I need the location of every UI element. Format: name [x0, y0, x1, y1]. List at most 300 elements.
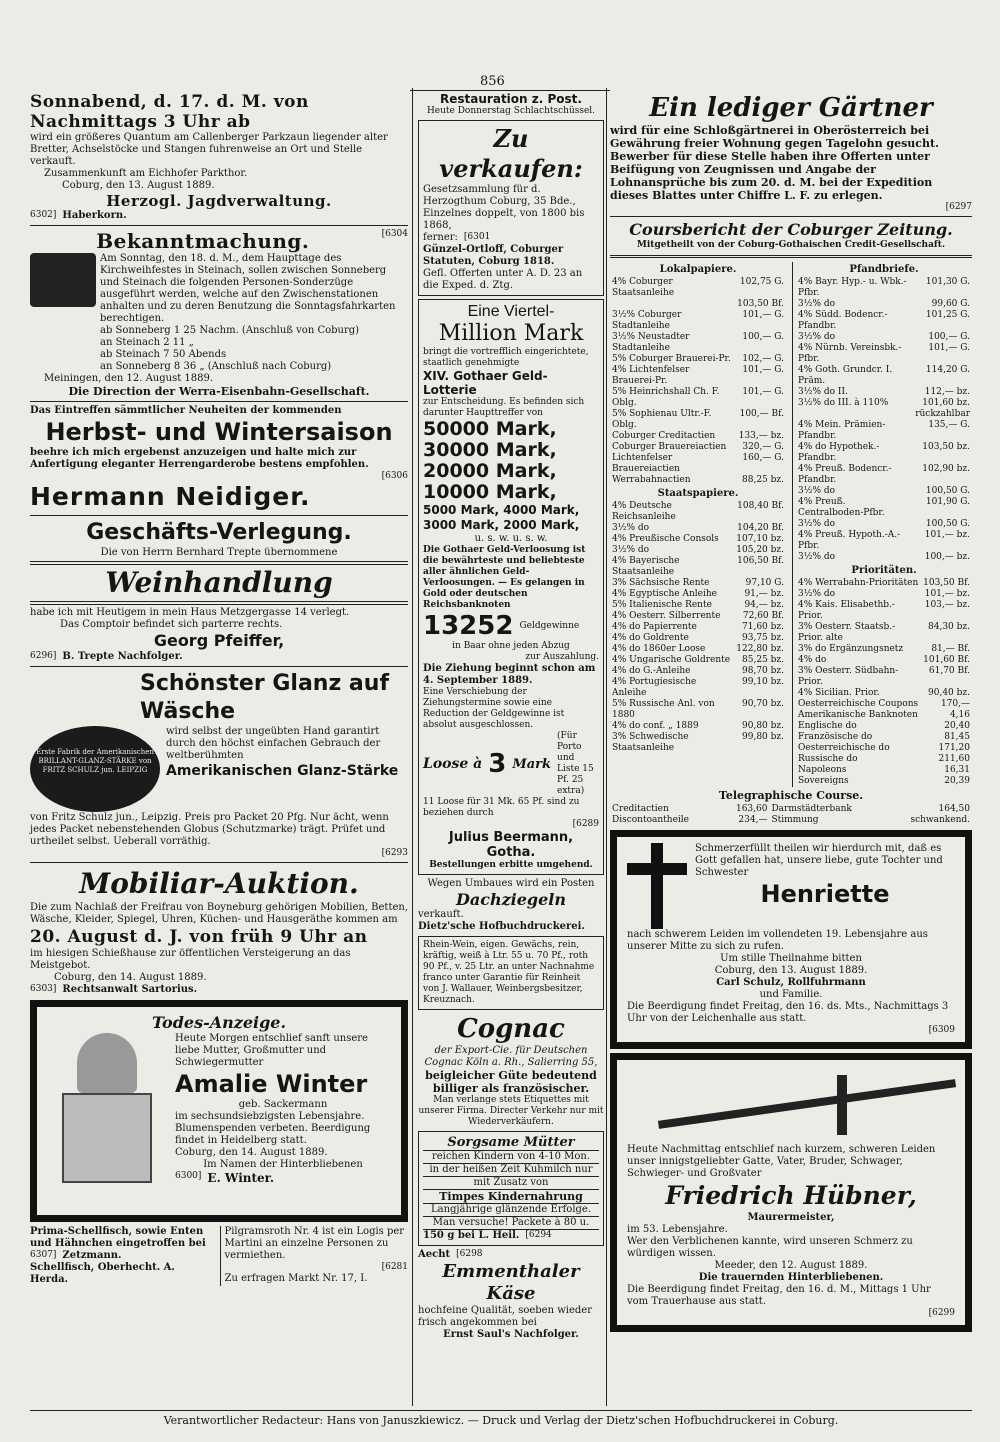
ad-cheese [418, 1249, 604, 1341]
prize: u. s. w. u. s. w. [474, 533, 548, 544]
title: Maurermeister, [747, 1212, 835, 1223]
price-cell: 101,— bz. [924, 589, 970, 599]
telegraph-table [610, 804, 972, 826]
security-cell: 5% Sophienau Ultr.-F. Oblg. [612, 409, 712, 430]
table-row [796, 622, 972, 644]
ad-baby-food [418, 1131, 604, 1246]
ad-wine-shop [30, 519, 408, 663]
table-row [610, 804, 972, 815]
ad-cognac [418, 1013, 604, 1128]
title: Sorgsame Mütter [447, 1135, 575, 1150]
security-cell: 5% Coburger Brauerei-Pr. [612, 354, 731, 364]
security-cell: 4% Lichtenfelser Brauerei-Pr. [612, 365, 690, 386]
security-cell: 4% Werrabahn-Prioritäten [798, 578, 919, 588]
price-cell: 20,40 [944, 721, 970, 731]
body: Günzel-Ortloff, Coburger Statuten, Coburg 1818. [423, 244, 564, 267]
divider [30, 401, 408, 402]
body: Gefl. Offerten unter A. D. 23 an die Exped. d. Ztg. [423, 268, 583, 291]
security-cell: Englische do [798, 721, 857, 731]
body: beehre ich mich ergebenst anzuzeigen und halte mich zur Anfertigung eleganter Herrengarderobe bestens empfohlen. [30, 447, 369, 470]
headline: Herbst- und Wintersaison [45, 418, 393, 446]
table-row [610, 721, 786, 732]
table-row [796, 600, 972, 622]
signature: Dietz'sche Hofbuchdruckerei. [418, 921, 585, 932]
table-row [796, 666, 972, 688]
cross-icon [627, 843, 687, 929]
body: 11 Loose für 31 Mk. 65 Pf. sind zu beziehen durch [423, 797, 580, 818]
security-cell: 4% do conf. „ 1889 [612, 721, 699, 731]
column-rule [606, 88, 607, 1406]
price-cell: 88,25 bz. [742, 475, 784, 485]
security-cell: Coburger Creditactien [612, 431, 716, 441]
table-row [796, 578, 972, 589]
security-cell: 4% Ungarische Goldrente [612, 655, 731, 665]
security-cell: 3½% do III. à 110% [798, 398, 889, 408]
table-row [796, 343, 972, 365]
price-cell: 171,20 [938, 743, 970, 753]
signature: Rechtsanwalt Sartorius. [62, 984, 198, 995]
table-row [610, 277, 786, 299]
table-row [610, 534, 786, 545]
price-cell: 85,25 bz. [742, 655, 784, 665]
security-cell: 3½% do II. [798, 387, 848, 397]
body: der Export-Cie. für Deutschen Cognac Köln a. Rh., Salierring 55, [424, 1045, 598, 1068]
body: zur Auszahlung. [525, 652, 599, 662]
obituary-winter [30, 1000, 408, 1222]
body: im sechsundsiebzigsten Lebensjahre. Blumenspenden verbeten. Beerdigung findet in Heidelberg statt. [175, 1111, 371, 1146]
table-row [610, 556, 786, 578]
body: Die Gothaer Geld-Verloosung ist die bewährteste und beliebteste aller ähnlichen Geld-Verloosungen. — Es gelangen in Gold oder deutschen Reichsbanknoten [423, 545, 586, 610]
price-cell: 103,50 Bf. [737, 299, 784, 309]
table-row [610, 815, 972, 826]
price-cell: 103,50 bz. [922, 442, 970, 452]
security-cell: 3% do Ergänzungsnetz [798, 644, 904, 654]
security-cell: 4% do [798, 655, 827, 665]
table-row [610, 310, 786, 332]
price-cell: 71,60 bz. [742, 622, 784, 632]
ref: [6304 [381, 229, 408, 239]
table-row [796, 365, 972, 387]
price-cell: 101,25 G. [925, 310, 970, 320]
table-row [796, 464, 972, 486]
price-cell: 163,60 [735, 804, 768, 814]
train-line: an Sonneberg 8 36 „ (Anschluß nach Coburg) [100, 361, 332, 372]
prize: 50000 Mark, [423, 418, 557, 440]
body: Das Comptoir befindet sich parterre rechts. [60, 619, 283, 630]
train-line: ab Sonneberg 1 25 Nachm. (Anschluß von Coburg) [100, 325, 360, 336]
table-row [796, 721, 972, 732]
price-cell: 101,— bz. [924, 530, 970, 540]
price-cell: 101,— G. [742, 310, 784, 320]
divider [610, 255, 972, 258]
draw-date: Die Ziehung beginnt schon am 4. September 1889. [423, 663, 596, 686]
body: habe ich mit Heutigem in mein Haus Metzgergasse 14 verlegt. [30, 607, 350, 618]
table-row [796, 710, 972, 721]
body: zur Entscheidung. Es befinden sich darunter Haupttreffer von [423, 397, 585, 418]
signature: Haberkorn. [62, 210, 127, 221]
price-cell: 61,70 Bf. [928, 666, 970, 676]
security-cell: Oesterreichische Coupons [798, 699, 919, 709]
security-cell: 3% Oesterr. Südbahn-Prior. [798, 666, 899, 687]
ref: [6281 [381, 1262, 408, 1272]
security-cell: 4% Sicilian. Prior. [798, 688, 880, 698]
price-cell: 101,30 G. [925, 277, 970, 287]
line: 150 g bei L. Heil. [423, 1230, 520, 1241]
price-cell: 164,50 [938, 804, 970, 814]
table-row [610, 732, 786, 754]
table-row [610, 409, 786, 431]
security-cell [796, 409, 913, 420]
price-cell: 90,70 bz. [742, 699, 784, 709]
local-table [610, 277, 786, 486]
ref: 6307] [30, 1250, 57, 1260]
security-cell: 5% Italienische Rente [612, 600, 712, 610]
headline: Emmenthaler Käse [442, 1261, 580, 1304]
price-cell: 4,16 [949, 710, 970, 720]
table-row [796, 519, 972, 530]
intro: Die von Herrn Bernhard Trepte übernommene [100, 547, 338, 558]
prize: 30000 Mark, [423, 439, 557, 461]
price-cell: 105,20 bz. [736, 545, 784, 555]
body: beigleicher Güte bedeutend billiger als französischer. [425, 1069, 597, 1095]
obituary-huebner [610, 1053, 972, 1332]
security-cell: 3½% do [798, 299, 836, 309]
price-cell: 234,— [738, 815, 768, 825]
line: Langjährige glänzende Erfolge. [423, 1203, 599, 1216]
price-unit: Mark [512, 756, 552, 772]
prize: 3000 Mark, 2000 Mark, [423, 518, 580, 532]
security-cell: 4% do Papierrente [612, 622, 697, 632]
date: Meiningen, den 12. August 1889. [44, 373, 214, 384]
sum-label: Geldgewinne [519, 620, 580, 631]
ad-for-sale [418, 120, 604, 296]
headline: Dachziegeln [455, 890, 567, 909]
ref: [6293 [381, 848, 408, 858]
ref: [6299 [928, 1308, 955, 1318]
price-cell: 99,60 G. [931, 299, 970, 309]
divider [30, 225, 408, 226]
security-cell: 3½% do [798, 519, 836, 529]
ref: [6301 [463, 232, 491, 242]
ref: 6300] [175, 1171, 202, 1181]
security-cell: 3% Sächsische Rente [612, 578, 710, 588]
sum-label: in Baar ohne jeden Abzug [452, 641, 570, 651]
security-cell [610, 299, 735, 310]
security-cell: 4% Deutsche Reichsanleihe [612, 501, 676, 522]
signature: Im Namen der Hinterbliebenen [203, 1159, 363, 1170]
table-row [610, 611, 786, 622]
line: in der heißen Zeit Kuhmilch nur [423, 1163, 599, 1176]
security-cell: 4% Bayr. Hyp.- u. Wbk.-Pfbr. [798, 277, 907, 298]
headline: Ein lediger Gärtner [649, 93, 933, 123]
stock-report [610, 220, 972, 826]
price-cell: 101,— G. [742, 365, 784, 375]
body: hochfeine Qualität, soeben wieder frisch angekommen bei [418, 1305, 592, 1328]
palm-branch-icon [637, 1070, 945, 1140]
pfandbrief-table [796, 277, 972, 563]
price-cell: 135,— G. [928, 420, 970, 430]
security-cell: 5% Russische Anl. von 1880 [612, 699, 715, 720]
prize: 20000 Mark, [423, 460, 557, 482]
security-cell: Russische do [798, 754, 858, 764]
date: Coburg, den 13. August 1889. [62, 180, 215, 191]
body: bringt die vortrefflich eingerichtete, staatlich genehmigte [423, 347, 589, 368]
table-row [796, 732, 972, 743]
ref: [6309 [928, 1025, 955, 1035]
title: Todes-Anzeige. [151, 1013, 287, 1032]
body: Wer den Verblichenen kannte, wird unseren Schmerz zu würdigen wissen. [627, 1236, 913, 1259]
sum: 13252 [423, 611, 514, 641]
security-cell: 4% Portugiesische Anleihe [612, 677, 697, 698]
table-row [796, 442, 972, 464]
ref: [6306 [381, 471, 408, 481]
title: Aecht [418, 1249, 451, 1260]
line: mit Zusatz von [423, 1176, 599, 1189]
price-cell: 112,— bz. [924, 387, 970, 397]
table-row [796, 387, 972, 398]
body: Schellfisch, Oberhecht. A. Herda. [30, 1262, 175, 1285]
price-extra: (Für Porto und Liste 15 Pf. 25 extra) [557, 731, 594, 796]
security-cell: Darmstädterbank [771, 804, 852, 814]
body: Rhein-Wein, eigen. Gewächs, rein, kräftig, weiß à Ltr. 55 u. 70 Pf., roth 90 Pf., v. 25 Ltr. an unter Nachnahme franco unter Garantie für Reinheit von J. Wallauer, Weinbergsbesitzer, Kreuznach. [423, 940, 595, 1005]
security-cell: 3% Oesterr. Staatsb.-Prior. alte [798, 622, 896, 643]
price-cell: 100,50 G. [925, 486, 970, 496]
security-cell: 3½% Coburger Stadtanleihe [612, 310, 682, 331]
table-row [610, 666, 786, 677]
section-heading: Pfandbriefe. [849, 264, 919, 275]
table-row [610, 600, 786, 611]
body: wird ein größeres Quantum am Callenberger Parkzaun liegender alter Bretter, Achselstöcke und Stangen fuhrenweise an Ort und Stelle verkauft. [30, 132, 388, 167]
price-cell: 108,40 Bf. [737, 501, 784, 511]
security-cell: 3½% do [612, 545, 650, 555]
ad-restaurant [418, 92, 604, 117]
train-line: ab Steinach 7 50 Abends [100, 349, 227, 360]
headline: Schönster Glanz auf Wäsche [140, 671, 390, 724]
intro: Das Eintreffen sämmtlicher Neuheiten der kommenden [30, 405, 342, 416]
price-cell: 103,— bz. [924, 600, 970, 610]
name: Georg Pfeiffer, [153, 631, 285, 650]
price-cell: 211,60 [938, 754, 970, 764]
security-cell: 4% do G.-Anleihe [612, 666, 691, 676]
ref: [6289 [572, 819, 599, 829]
divider [30, 666, 408, 667]
title: Million Mark [438, 321, 584, 346]
train-line: an Steinach 2 11 „ [100, 337, 194, 348]
security-cell: 3½% Neustadter Stadtanleihe [612, 332, 690, 353]
price-label: Loose à [423, 756, 483, 772]
price-cell: 16,31 [944, 765, 970, 775]
price-cell: 101,90 G. [925, 497, 970, 507]
table-row [796, 420, 972, 442]
table-row [610, 299, 786, 310]
body: wird selbst der ungeübten Hand garantirt durch den höchst einfachen Gebrauch der weltberühmten [166, 726, 381, 761]
obituary-henriette [610, 830, 972, 1049]
headline: 20. August d. J. von früh 9 Uhr an [30, 927, 368, 947]
body: Heute Donnerstag Schlachtschüssel. [426, 106, 596, 116]
ref: [6294 [525, 1230, 552, 1240]
table-row [796, 310, 972, 332]
body: Bestellungen erbitte umgehend. [429, 860, 593, 870]
body: Die Beerdigung findet Freitag, den 16. ds. Mts., Nachmittags 3 Uhr von der Leichenhalle aus statt. [627, 1001, 949, 1024]
signature: E. Winter. [207, 1171, 275, 1185]
security-cell: 4% Südd. Bodencr.-Pfandbr. [798, 310, 888, 331]
price-cell: 98,70 bz. [742, 666, 784, 676]
ad-lottery [418, 299, 604, 875]
body: verkauft. [418, 909, 464, 920]
price-cell: 91,— bz. [744, 589, 784, 599]
globe-trademark-icon: Erste Fabrik der Amerikanischen BRILLANT-GLANZ-STÄRKE von FRITZ SCHULZ jun. LEIPZIG [30, 726, 160, 812]
page-number: 856 [480, 74, 505, 89]
body: von Fritz Schulz jun., Leipzig. Preis pro Packet 20 Pfg. Nur ächt, wenn jedes Packet nebenstehenden Globus (Schutzmarke) trägt. Prüfet und urtheilet selbst. Ueberall vorräthig. [30, 812, 389, 847]
imprint: Verantwortlicher Redacteur: Hans von Januszkiewicz. — Druck und Verlag der Dietz'schen Hofbuchdruckerei in Coburg. [30, 1410, 972, 1427]
table-row [796, 299, 972, 310]
price-cell: 100,— Bf. [739, 409, 784, 419]
signature: Herzogl. Jagdverwaltung. [106, 192, 332, 210]
headline: Cognac [457, 1014, 565, 1044]
ad-fish [30, 1226, 214, 1286]
body: Zu erfragen Markt Nr. 17, I. [224, 1273, 368, 1284]
ad-starch [30, 670, 408, 859]
prize: 5000 Mark, 4000 Mark, [423, 503, 580, 517]
security-cell: 4% Preußische Consols [612, 534, 719, 544]
table-row [610, 677, 786, 699]
prize: 10000 Mark, [423, 481, 557, 503]
price-cell: 100,50 G. [925, 519, 970, 529]
subtitle: Mitgetheilt von der Coburg-Gothaischen Credit-Gesellschaft. [636, 240, 946, 250]
table-row [796, 644, 972, 655]
table-row [796, 277, 972, 299]
security-cell: 5% Heinrichshall Ch. F. Oblg. [612, 387, 720, 408]
line: reichen Kindern von 4-10 Mon. [423, 1150, 599, 1163]
security-cell: Oesterreichische do [798, 743, 890, 753]
price-cell: 102,90 bz. [922, 464, 970, 474]
column-3 [610, 92, 972, 1336]
headline: Weinhandlung [30, 561, 408, 605]
state-table [610, 501, 786, 754]
divider [30, 515, 408, 516]
body: Gesetzsammlung für d. Herzogthum Coburg, 35 Bde., Einzelnes doppelt, von 1800 bis 1868, [423, 184, 585, 231]
table-row [796, 743, 972, 754]
table-row [796, 552, 972, 563]
divider [30, 862, 408, 863]
security-cell: 4% do Goldrente [612, 633, 689, 643]
table-row [610, 475, 786, 486]
top-rule [410, 90, 610, 91]
price-cell: 107,10 bz. [736, 534, 784, 544]
ref: 6296] [30, 651, 57, 661]
body: im hiesigen Schießhause zur öffentlichen Versteigerung an das Meistgebot. [30, 948, 351, 971]
table-row [796, 655, 972, 666]
body: Heute Nachmittag entschlief nach kurzem, schweren Leiden unser innigstgeliebter Gatte, Vater, Bruder, Schwager, Schwieger- und Großvater [627, 1144, 936, 1179]
divider [610, 216, 972, 217]
body: Wegen Umbaues wird ein Posten [427, 878, 595, 889]
name: Friedrich Hübner, [665, 1181, 917, 1210]
security-cell: 4% Kais. Elisabethb.-Prior. [798, 600, 895, 621]
price-cell: 100,— G. [742, 332, 784, 342]
table-row [610, 589, 786, 600]
table-row [796, 530, 972, 552]
signature: Die Direction der Werra-Eisenbahn-Gesellschaft. [68, 385, 370, 398]
table-row [610, 633, 786, 644]
security-cell: 4% Oesterr. Silberrente [612, 611, 721, 621]
table-row [610, 699, 786, 721]
ad-railway [30, 229, 408, 398]
maiden-name: geb. Sackermann [238, 1099, 328, 1110]
table-row [610, 501, 786, 523]
price-cell: 101,60 Bf. [923, 655, 970, 665]
table-row [610, 387, 786, 409]
price-cell: rückzahlbar [915, 409, 970, 419]
table-row [610, 644, 786, 655]
title: Zu verkaufen: [439, 124, 583, 183]
column-rule [412, 88, 413, 1406]
body: Zusammenkunft am Eichhofer Parkthor. [44, 168, 248, 179]
price-cell: 101,— G. [928, 343, 970, 353]
security-cell: 4% Preuß. Centralboden-Pfbr. [798, 497, 885, 518]
price-cell: 122,80 bz. [736, 644, 784, 654]
security-cell: 4% Egyptische Anleihe [612, 589, 717, 599]
signature: Carl Schulz, Rollfuhrmann [716, 977, 866, 988]
section-heading: Lokalpapiere. [659, 264, 737, 275]
title: Eine Viertel- [467, 303, 555, 320]
body: wird für eine Schloßgärtnerei in Oberösterreich bei Gewährung freier Wohnung gegen Tagelohn gesucht. Bewerber für diese Stelle haben ihre Offerten unter Beifügung von Zeugnissen und Angabe der Lohnansprüche bis zum 20. d. M. bei der Expedition dieses Blattes unter Chiffre L. F. zu erlegen. [610, 124, 939, 202]
table-row [796, 776, 972, 787]
price-cell: 72,60 Bf. [742, 611, 784, 621]
column-2 [418, 92, 604, 1341]
table-row [796, 409, 972, 420]
body: Man verlange stets Etiquettes mit unserer Firma. Directer Verkehr nur mit Wiederverkäufern. [418, 1095, 604, 1127]
security-cell: 4% do 1860er Loose [612, 644, 706, 654]
price-cell: 90,40 bz. [928, 688, 970, 698]
table-row [610, 655, 786, 666]
price-cell: 102,— G. [742, 354, 784, 364]
security-cell: Amerikanische Banknoten [798, 710, 918, 720]
security-cell: 3% Schwedische Staatsanleihe [612, 732, 689, 753]
price-cell: 100,— bz. [924, 552, 970, 562]
ad-gardener [610, 92, 972, 213]
security-cell: Stimmung [771, 815, 819, 825]
table-row [796, 486, 972, 497]
price-cell: 81,— Bf. [931, 644, 970, 654]
body: Um stille Theilnahme bitten [720, 953, 862, 964]
line: Man versuche! Packete à 80 u. [423, 1216, 599, 1229]
column-1 [30, 92, 408, 1286]
title: Geschäfts-Verlegung. [86, 520, 352, 545]
product: Amerikanischen Glanz-Stärke [166, 763, 399, 779]
signature: und Familie. [759, 989, 823, 1000]
security-cell: Discontoantheile [612, 815, 689, 825]
table-row [796, 754, 972, 765]
table-row [610, 578, 786, 589]
section-heading: Prioritäten. [851, 565, 917, 576]
date: Coburg, den 13. August 1889. [714, 965, 868, 976]
security-cell: 4% Nürnb. Vereinsbk.-Pfbr. [798, 343, 902, 364]
price-cell: 101,— G. [742, 387, 784, 397]
price-cell: 93,75 bz. [742, 633, 784, 643]
priority-table [796, 578, 972, 787]
date: Meeder, den 12. August 1889. [714, 1260, 868, 1271]
name: Hermann Neidiger. [30, 482, 311, 511]
ref: [6298 [456, 1249, 483, 1259]
body: Prima-Schellfisch, sowie Enten und Hähnchen eingetroffen bei [30, 1226, 206, 1249]
table-row [610, 365, 786, 387]
security-cell: 3½% do [612, 523, 650, 533]
table-row [610, 332, 786, 354]
ref: 6302] [30, 210, 57, 220]
title: Mobiliar-Auktion. [79, 867, 359, 900]
ad-sale-wood [30, 92, 408, 222]
price-cell: schwankend. [910, 815, 970, 825]
